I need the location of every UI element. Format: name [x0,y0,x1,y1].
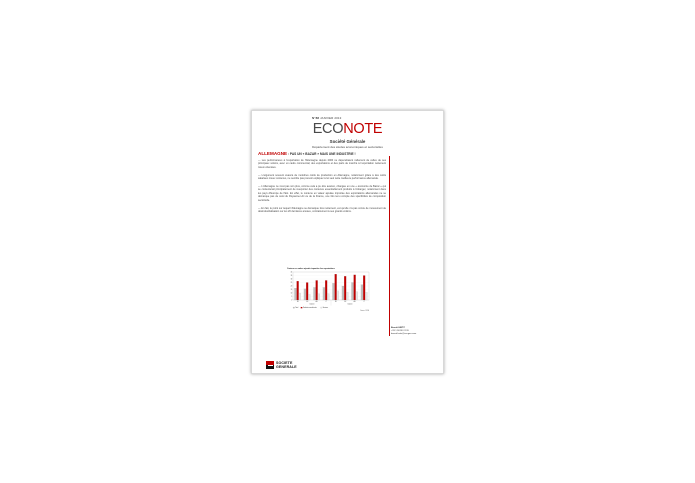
bar-1-0 [297,281,299,300]
bar-0-4 [332,283,334,300]
y-tick-label-8: 40 [290,272,293,274]
bar-2-1 [308,294,310,300]
group-label-0: Industrie [309,304,315,306]
y-tick-label-3: 15 [290,290,293,291]
bar-0-3 [323,287,325,300]
bar-1-1 [306,283,309,304]
bar-1-4 [335,274,337,300]
paragraph-3: — L'Allemagne ne s'est pas non plus, comme cela a pu être avancé, changée en une « économie de Bazar » qui se contenterait principalement de réexporter des contenus essentiellement produits à l'étranger, notamment dans les pays d'Europe de l'Est. En effet, le contenu en valeur ajoutée importée des exportations allemandes ne se démarque pas de celui du Royaume-Uni ou de la France, une fois tenu compte des spécificités de composition sectorielle. [258,185,386,202]
bar-2-3 [327,294,329,300]
legend-label-2: Services [322,308,329,310]
econote-title [252,121,443,137]
bar-2-6 [356,292,358,300]
legend-label-1: Produits manufacturés [302,308,317,310]
issue-date: JANVIER 2013 [320,116,342,120]
bar-0-6 [351,283,353,301]
group-label-1: Industrie [347,304,353,306]
bar-1-6 [354,275,356,300]
vertical-rule [389,156,390,336]
document-page [251,110,444,374]
bar-0-2 [313,287,315,300]
y-tick-label-1: 5 [291,297,293,298]
y-tick-label-7: 35 [290,276,293,277]
logo-text [276,361,297,369]
logo-icon [266,361,274,369]
brand-part2: NOTE [343,121,383,137]
article-body [258,159,386,218]
x-tick-label-2: ALL [315,302,318,304]
chart-source: Source: OCDE [360,311,369,312]
bar-1-7 [363,276,365,304]
bar-0-5 [342,286,344,300]
department-name: Département des études économiques et sectorielles [312,145,383,149]
chart-title: Contenu en valeur ajoutée importée des exportations [287,268,335,270]
bar-0-0 [294,288,296,300]
societe-generale-logo [266,361,326,370]
x-tick-label-7: IT [363,302,365,304]
y-tick-label-2: 10 [290,293,293,295]
bar-0-1 [304,289,306,300]
y-tick-label-0: 0 [291,300,293,302]
bar-2-7 [365,292,367,300]
bar-2-4 [337,291,339,300]
x-tick-label-5: RU [344,302,347,304]
paragraph-1: — Les performances à l'exportation de l'Allemagne depuis 2000 ne dépendraient nullement de celles de ses principaux voisins, avec un cadre commercial, des exportations et des parts de marché à l'exportation nettement mieux orientées. [258,159,386,169]
x-tick-label-0: FR [296,302,299,304]
y-tick-label-4: 20 [290,286,293,288]
paragraph-2: — L'argument souvent avancé de moindres coûts de production en Allemagne, notamment grâce à des coûts salariaux mieux contenus, ne semble pas pouvoir expliquer à lui seul cette meilleure performance allemande. [258,173,386,181]
headline-lead: ALLEMAGNE [258,151,288,156]
publisher-name: Société Générale [329,139,366,144]
bar-2-0 [299,293,301,300]
bar-1-2 [316,280,318,300]
author-phone: +33 1 58 98 74 26 [391,329,409,332]
bar-0-7 [361,285,363,300]
x-tick-label-6: ALL [353,302,356,304]
author-block [391,327,416,336]
author-email: benoit.heitz@socgen.com [391,332,417,335]
issue-info [312,116,341,120]
logo-line2: GENERALE [276,365,297,369]
headline [258,151,356,156]
bar-2-2 [318,294,320,300]
brand-part1: ECO [312,121,344,137]
logo-line1: SOCIETE [276,361,293,365]
import-content-chart [285,266,371,316]
author-name: Benoît HEITZ [391,327,405,329]
y-tick-label-6: 30 [290,279,293,281]
y-tick-label-5: 25 [290,283,293,284]
x-tick-label-3: IT [325,302,327,304]
bar-2-5 [346,292,348,300]
issue-number: N°88 [312,116,320,120]
x-tick-label-1: RU [306,302,309,304]
x-tick-label-4: FR [334,302,337,304]
bar-1-3 [325,280,327,300]
paragraph-4: — En fait, le point sur lequel l'Allemagne se démarque très nettement, est qu'elle n'a pas connu de mouvement de désindustrialisation sur les 20 dernières années, contrairement à ses grands voisins. [258,206,386,213]
legend-label-0: Total [295,308,299,310]
bar-1-5 [344,276,346,300]
headline-rest: : PAS UN « BAZAR » MAIS UNE INDUSTRIE ! [287,152,356,156]
